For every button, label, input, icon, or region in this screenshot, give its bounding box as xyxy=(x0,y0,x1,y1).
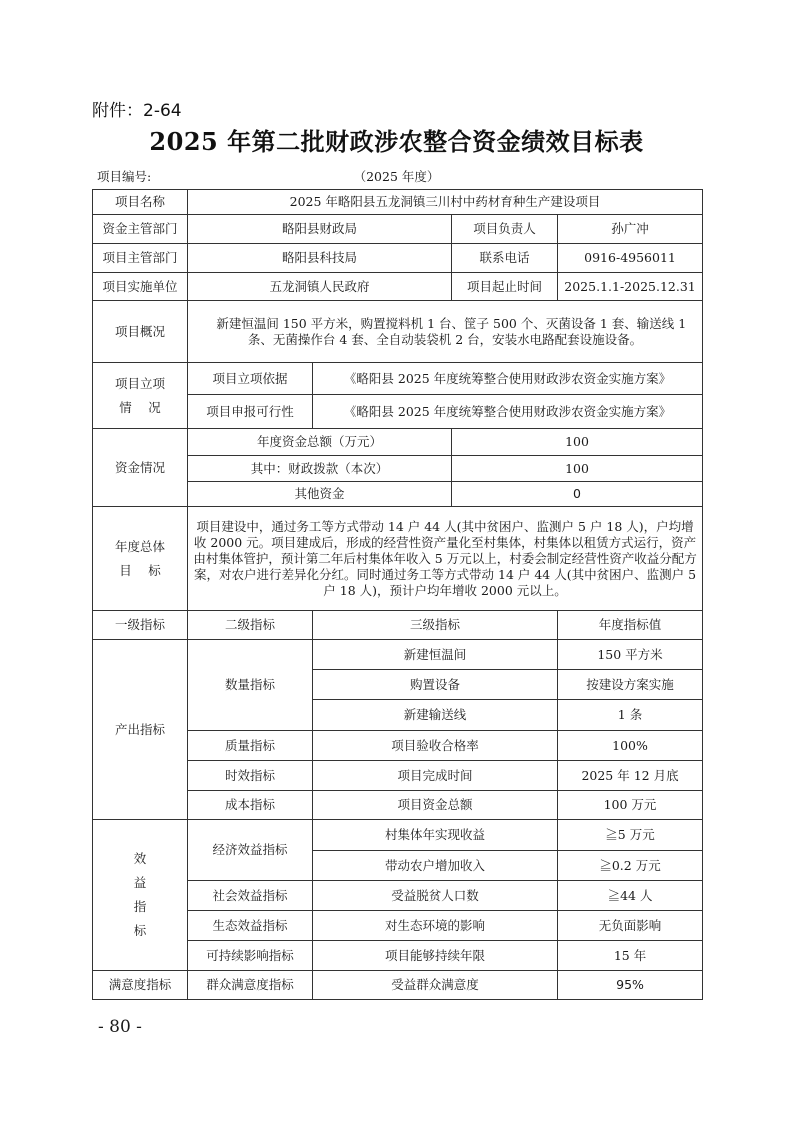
period-label: 项目起止时间 xyxy=(452,273,558,301)
indicator-name: 受益群众满意度 xyxy=(313,971,558,1000)
funds-other-value: 0 xyxy=(452,482,703,507)
indicator-row xyxy=(93,640,703,670)
header-level1: 一级指标 xyxy=(93,611,188,640)
indicator-name: 购置设备 xyxy=(313,670,558,700)
phone-label: 联系电话 xyxy=(452,244,558,273)
economic-indicator-label: 经济效益指标 xyxy=(188,820,313,881)
approval-label xyxy=(93,363,188,429)
approval-label-line1: 项目立项 xyxy=(114,375,165,391)
indicator-value: 95% xyxy=(558,971,703,1000)
indicator-value: ≧44 人 xyxy=(558,881,703,911)
attachment-label: 附件：2-64 xyxy=(92,101,182,121)
indicator-name: 对生态环境的影响 xyxy=(313,911,558,941)
cost-indicator-label: 成本指标 xyxy=(188,791,313,820)
approval-basis-label: 项目立项依据 xyxy=(188,363,313,395)
indicator-name: 带动农户增加收入 xyxy=(313,851,558,881)
benefit-label-char: 益 xyxy=(133,875,147,890)
impl-unit-value: 五龙洞镇人民政府 xyxy=(188,273,452,301)
fund-dept-label: 资金主管部门 xyxy=(93,215,188,244)
indicator-value: 100% xyxy=(558,731,703,761)
page-number: - 80 - xyxy=(98,1017,142,1037)
benefit-label-char: 标 xyxy=(133,923,147,938)
overview-label: 项目概况 xyxy=(93,301,188,363)
indicator-value: 1 条 xyxy=(558,700,703,731)
benefit-indicator-label xyxy=(93,820,188,971)
indicator-value: 15 年 xyxy=(558,941,703,971)
sustainable-indicator-label: 可持续影响指标 xyxy=(188,941,313,971)
indicator-value: 100 万元 xyxy=(558,791,703,820)
phone-value: 0916-4956011 xyxy=(558,244,703,273)
indicator-row xyxy=(93,820,703,851)
header-level2: 二级指标 xyxy=(188,611,313,640)
leader-label: 项目负责人 xyxy=(452,215,558,244)
timeliness-indicator-label: 时效指标 xyxy=(188,761,313,791)
header-level3: 三级指标 xyxy=(313,611,558,640)
fund-dept-value: 略阳县财政局 xyxy=(188,215,452,244)
output-indicator-label: 产出指标 xyxy=(93,640,188,820)
header-value: 年度指标值 xyxy=(558,611,703,640)
annual-goal-label-line1: 年度总体 xyxy=(114,538,165,554)
funds-label: 资金情况 xyxy=(93,429,188,507)
project-dept-value: 略阳县科技局 xyxy=(188,244,452,273)
funds-fiscal-label: 其中：财政拨款（本次） xyxy=(188,456,452,482)
indicator-value: 无负面影响 xyxy=(558,911,703,941)
approval-label-line2: 情 况 xyxy=(119,399,161,415)
row-approval-basis xyxy=(93,363,703,395)
indicator-value: ≧0.2 万元 xyxy=(558,851,703,881)
feasibility-label: 项目申报可行性 xyxy=(188,395,313,429)
indicator-value: ≧5 万元 xyxy=(558,820,703,851)
indicator-header-row xyxy=(93,611,703,640)
indicator-name: 新建恒温间 xyxy=(313,640,558,670)
project-number-label: 项目编号: xyxy=(97,169,152,184)
indicator-value: 2025 年 12 月底 xyxy=(558,761,703,791)
impl-unit-label: 项目实施单位 xyxy=(93,273,188,301)
project-name-value: 2025 年略阳县五龙洞镇三川村中药材育种生产建设项目 xyxy=(188,190,703,215)
quantity-indicator-label: 数量指标 xyxy=(188,640,313,731)
funds-total-value: 100 xyxy=(452,429,703,456)
row-impl-unit xyxy=(93,273,703,301)
benefit-label-char: 指 xyxy=(133,899,147,914)
quality-indicator-label: 质量指标 xyxy=(188,731,313,761)
funds-total-label: 年度资金总额（万元） xyxy=(188,429,452,456)
performance-goal-table xyxy=(92,189,703,1000)
ecological-indicator-label: 生态效益指标 xyxy=(188,911,313,941)
benefit-label-char: 效 xyxy=(133,851,147,866)
page-title: 2025 年第二批财政涉农整合资金绩效目标表 xyxy=(149,127,644,156)
overview-text: 新建恒温间 150 平方米，购置搅料机 1 台、筐子 500 个、灭菌设备 1 套、输送线 1 条、无菌操作台 4 套、全自动装袋机 2 台，安装水电路配套设施设备。 xyxy=(188,301,703,363)
project-name-label: 项目名称 xyxy=(93,190,188,215)
indicator-name: 项目能够持续年限 xyxy=(313,941,558,971)
project-dept-label: 项目主管部门 xyxy=(93,244,188,273)
leader-value: 孙广冲 xyxy=(558,215,703,244)
approval-basis-value: 《略阳县 2025 年度统筹整合使用财政涉农资金实施方案》 xyxy=(313,363,703,395)
public-satisfaction-label: 群众满意度指标 xyxy=(188,971,313,1000)
indicator-row xyxy=(93,971,703,1000)
satisfaction-indicator-label: 满意度指标 xyxy=(93,971,188,1000)
funds-other-label: 其他资金 xyxy=(188,482,452,507)
indicator-name: 受益脱贫人口数 xyxy=(313,881,558,911)
indicator-name: 项目完成时间 xyxy=(313,761,558,791)
funds-fiscal-value: 100 xyxy=(452,456,703,482)
annual-goal-label xyxy=(93,507,188,611)
row-overview xyxy=(93,301,703,363)
row-fund-dept xyxy=(93,215,703,244)
row-funds-total xyxy=(93,429,703,456)
row-project-dept xyxy=(93,244,703,273)
indicator-name: 项目资金总额 xyxy=(313,791,558,820)
row-annual-goal xyxy=(93,507,703,611)
row-project-name xyxy=(93,190,703,215)
indicator-name: 村集体年实现收益 xyxy=(313,820,558,851)
annual-goal-label-line2: 目 标 xyxy=(119,562,161,578)
indicator-name: 项目验收合格率 xyxy=(313,731,558,761)
annual-goal-text: 项目建设中，通过务工等方式带动 14 户 44 人(其中贫困户、监测户 5 户 18 人)，户均增收 2000 元。项目建成后，形成的经营性资产量化至村集体，村集体以租赁方式运行，资产由村集体管护，预计第二年后村集体年收入 5 万元以上，村委会制定经营性资产收益分配方案，对农户进行差异化分红。同时通过务工等方式带动 14 户 44 人(其中贫困户、监测户 5 户 18 人)，预计户均年增收 2000 元以上。 xyxy=(188,507,703,611)
indicator-value: 150 平方米 xyxy=(558,640,703,670)
period-value: 2025.1.1-2025.12.31 xyxy=(558,273,703,301)
feasibility-value: 《略阳县 2025 年度统筹整合使用财政涉农资金实施方案》 xyxy=(313,395,703,429)
indicator-value: 按建设方案实施 xyxy=(558,670,703,700)
fiscal-year: （2025 年度） xyxy=(353,169,440,184)
indicator-name: 新建输送线 xyxy=(313,700,558,731)
social-indicator-label: 社会效益指标 xyxy=(188,881,313,911)
